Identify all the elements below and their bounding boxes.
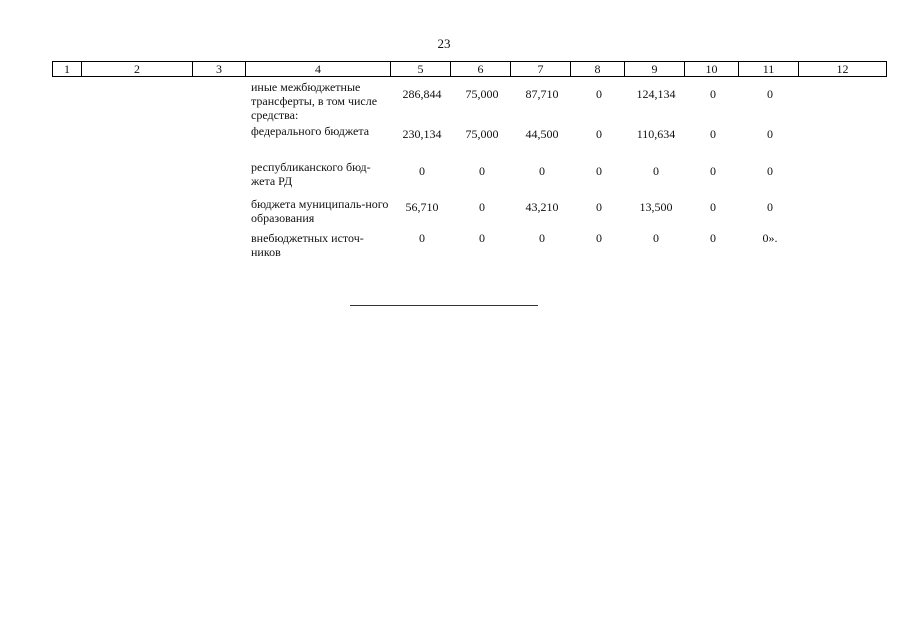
cell-col-10: 0: [710, 164, 716, 178]
cell-col-10: 0: [710, 127, 716, 141]
cell-col-9: 0: [653, 231, 659, 245]
header-col-7: 7: [511, 62, 571, 77]
row-label: республиканского бюд-жета РД: [251, 160, 371, 188]
cell-col-7: 43,210: [525, 200, 559, 214]
cell-col-6: 0: [479, 200, 485, 214]
cell-col-9: 13,500: [639, 200, 673, 214]
cell-col-5: 0: [419, 164, 425, 178]
cell-col-11: 0: [767, 164, 773, 178]
cell-col-9: 124,134: [636, 87, 676, 101]
header-col-5: 5: [391, 62, 451, 77]
cell-col-10: 0: [710, 87, 716, 101]
cell-col-5: 0: [419, 231, 425, 245]
cell-col-10: 0: [710, 200, 716, 214]
cell-col-8: 0: [596, 127, 602, 141]
header-col-10: 10: [685, 62, 739, 77]
cell-col-7: 0: [539, 164, 545, 178]
cell-col-9: 110,634: [636, 127, 676, 141]
cell-col-11: 0: [767, 127, 773, 141]
cell-col-11: 0: [767, 87, 773, 101]
header-col-4: 4: [246, 62, 391, 77]
row-label: внебюджетных источ-ников: [251, 231, 364, 259]
cell-col-11: 0».: [762, 231, 778, 245]
cell-col-7: 44,500: [525, 127, 559, 141]
header-col-1: 1: [53, 62, 82, 77]
header-row: [53, 62, 887, 77]
row-label: федерального бюджета: [251, 124, 370, 138]
header-col-9: 9: [625, 62, 685, 77]
row-label: бюджета муниципаль-ного образования: [251, 197, 389, 225]
header-col-12: 12: [799, 62, 887, 77]
cell-col-7: 0: [539, 231, 545, 245]
end-of-table-rule: [350, 305, 538, 306]
cell-col-5: 230,134: [402, 127, 442, 141]
cell-col-8: 0: [596, 200, 602, 214]
header-col-3: 3: [193, 62, 246, 77]
header-col-11: 11: [739, 62, 799, 77]
header-col-6: 6: [451, 62, 511, 77]
header-col-8: 8: [571, 62, 625, 77]
cell-col-8: 0: [596, 87, 602, 101]
cell-col-9: 0: [653, 164, 659, 178]
header-col-2: 2: [82, 62, 193, 77]
cell-col-5: 56,710: [405, 200, 439, 214]
cell-col-8: 0: [596, 164, 602, 178]
cell-col-8: 0: [596, 231, 602, 245]
cell-col-5: 286,844: [402, 87, 442, 101]
cell-col-6: 0: [479, 164, 485, 178]
cell-col-6: 75,000: [465, 127, 499, 141]
row-label: иные межбюджетные трансферты, в том числе средства:: [251, 80, 378, 122]
cell-col-11: 0: [767, 200, 773, 214]
page-number: 23: [437, 36, 451, 51]
cell-col-7: 87,710: [525, 87, 559, 101]
cell-col-6: 75,000: [465, 87, 499, 101]
column-number-header: [52, 61, 887, 77]
cell-col-6: 0: [479, 231, 485, 245]
cell-col-10: 0: [710, 231, 716, 245]
